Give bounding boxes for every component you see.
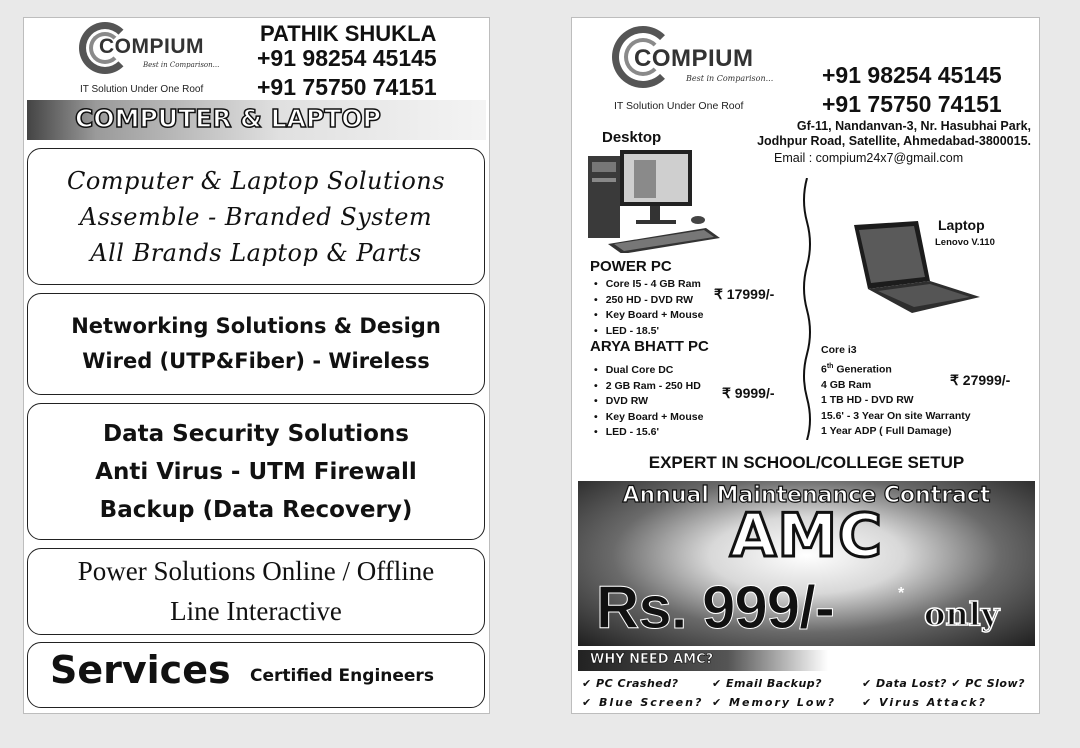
services-title: Services	[50, 648, 231, 692]
service-box-networking	[27, 293, 485, 395]
address-line: Gf-11, Nandanvan-3, Nr. Hasubhai Park,	[796, 119, 1031, 133]
left-flyer-page	[23, 17, 490, 714]
box-line: Computer & Laptop Solutions	[66, 167, 446, 195]
amc-asterisk: *	[898, 585, 905, 602]
why-amc-heading: WHY NEED AMC?	[590, 652, 714, 667]
logo-tagline: Best in Comparison...	[143, 61, 220, 69]
address	[727, 119, 1031, 149]
spec-item: • LED - 15.6'	[594, 425, 703, 441]
brand-logo	[79, 22, 249, 104]
desktop-computer-icon	[586, 148, 726, 253]
logo-subtitle: IT Solution Under One Roof	[80, 84, 204, 95]
wavy-divider	[800, 178, 814, 440]
generation-text: Generation	[833, 363, 892, 375]
brand-logo	[612, 26, 812, 116]
spec-item: • Key Board + Mouse	[594, 410, 703, 426]
arya-pc-specs	[594, 363, 703, 441]
box-line: Assemble - Branded System	[79, 203, 433, 231]
service-box-computer	[27, 148, 485, 285]
address-line: Jodhpur Road, Satellite, Ahmedabad-3800015.	[757, 134, 1031, 148]
contact-phone-1: +91 98254 45145	[822, 62, 1002, 88]
service-box-services	[27, 642, 485, 708]
right-flyer-page	[571, 17, 1040, 714]
spec-item: • 250 HD - DVD RW	[594, 293, 703, 309]
box-line: Data Security Solutions	[103, 421, 409, 447]
why-item-data-lost: ✔ Data Lost? ✔ PC Slow?	[862, 677, 1026, 690]
logo-subtitle: IT Solution Under One Roof	[614, 100, 744, 112]
arya-pc-price: ₹ 9999/-	[722, 385, 775, 401]
laptop-spec-generation	[821, 359, 971, 378]
why-item-text: PC Crashed?	[596, 677, 679, 690]
services-subtitle: Certified Engineers	[250, 666, 434, 686]
amc-big-title: AMC	[729, 501, 884, 571]
spec-item: • LED - 18.5'	[594, 324, 703, 340]
arya-pc-title: ARYA BHATT PC	[590, 338, 709, 355]
laptop-spec-line: 4 GB Ram	[821, 378, 872, 391]
spec-item: • Core I5 - 4 GB Ram	[594, 277, 703, 293]
logo-wordmark: COMPIUM	[634, 45, 754, 72]
why-amc-band	[578, 650, 828, 671]
section-banner	[27, 100, 486, 140]
why-item-text: Blue Screen?	[599, 696, 704, 709]
laptop-label: Laptop	[938, 217, 985, 233]
amc-banner	[578, 481, 1035, 646]
logo-wordmark: COMPIUM	[99, 35, 204, 58]
generation-suffix: th	[826, 362, 834, 370]
why-item-text: Virus Attack?	[879, 696, 987, 709]
laptop-spec-line: Core i3	[821, 344, 857, 356]
amc-only: only	[924, 595, 1000, 633]
why-item-text: Data Lost?	[876, 677, 947, 690]
power-pc-price: ₹ 17999/-	[714, 286, 775, 302]
why-item-virus-attack: ✔ Virus Attack?	[862, 696, 987, 709]
laptop-spec-line: 1 Year ADP ( Full Damage)	[821, 425, 952, 437]
laptop-spec-line: 15.6' - 3 Year On site Warranty	[821, 409, 971, 422]
generation-number: 6	[821, 363, 827, 375]
email: Email : compium24x7@gmail.com	[774, 151, 964, 165]
box-line: Backup (Data Recovery)	[99, 497, 413, 523]
why-item-email-backup: ✔ Email Backup?	[712, 677, 823, 690]
why-item-pc-crashed: ✔ PC Crashed?	[582, 677, 679, 690]
box-line: Wired (UTP&Fiber) - Wireless	[82, 349, 430, 373]
contact-name: PATHIK SHUKLA	[260, 21, 437, 46]
box-line: Line Interactive	[170, 596, 342, 626]
desktop-label: Desktop	[602, 129, 662, 146]
laptop-model: Lenovo V.110	[935, 237, 995, 248]
service-box-power	[27, 548, 485, 635]
spec-item: • Key Board + Mouse	[594, 308, 703, 324]
spec-item: • Dual Core DC	[594, 363, 703, 379]
service-box-security	[27, 403, 485, 540]
laptop-specs	[821, 343, 971, 440]
laptop-price: ₹ 27999/-	[950, 372, 1011, 388]
spec-item: • DVD RW	[594, 394, 703, 410]
banner-title: COMPUTER & LAPTOP	[75, 104, 381, 133]
power-pc-title: POWER PC	[590, 258, 672, 275]
box-line: Anti Virus - UTM Firewall	[95, 459, 417, 485]
why-item-text: Memory Low?	[729, 696, 837, 709]
why-item-text: PC Slow?	[965, 677, 1026, 690]
amc-heading: Annual Maintenance Contract	[622, 483, 991, 508]
contact-phone-1: +91 98254 45145	[257, 45, 437, 71]
box-line: Power Solutions Online / Offline	[77, 556, 435, 586]
laptop-icon	[852, 221, 982, 316]
expert-heading: EXPERT IN SCHOOL/COLLEGE SETUP	[648, 453, 965, 472]
contact-phone-2: +91 75750 74151	[257, 74, 437, 100]
spec-item: • 2 GB Ram - 250 HD	[594, 379, 703, 395]
amc-price: Rs. 999/-	[596, 574, 834, 641]
why-item-text: Email Backup?	[726, 677, 823, 690]
logo-tagline: Best in Comparison...	[686, 74, 774, 83]
box-line: All Brands Laptop & Parts	[90, 239, 422, 267]
laptop-spec-line: 1 TB HD - DVD RW	[821, 394, 914, 406]
power-pc-specs	[594, 277, 703, 339]
why-item-memory-low: ✔ Memory Low?	[712, 696, 837, 709]
why-item-blue-screen: ✔ Blue Screen?	[582, 696, 704, 709]
contact-phone-2: +91 75750 74151	[822, 91, 1002, 117]
box-line: Networking Solutions & Design	[71, 314, 441, 338]
